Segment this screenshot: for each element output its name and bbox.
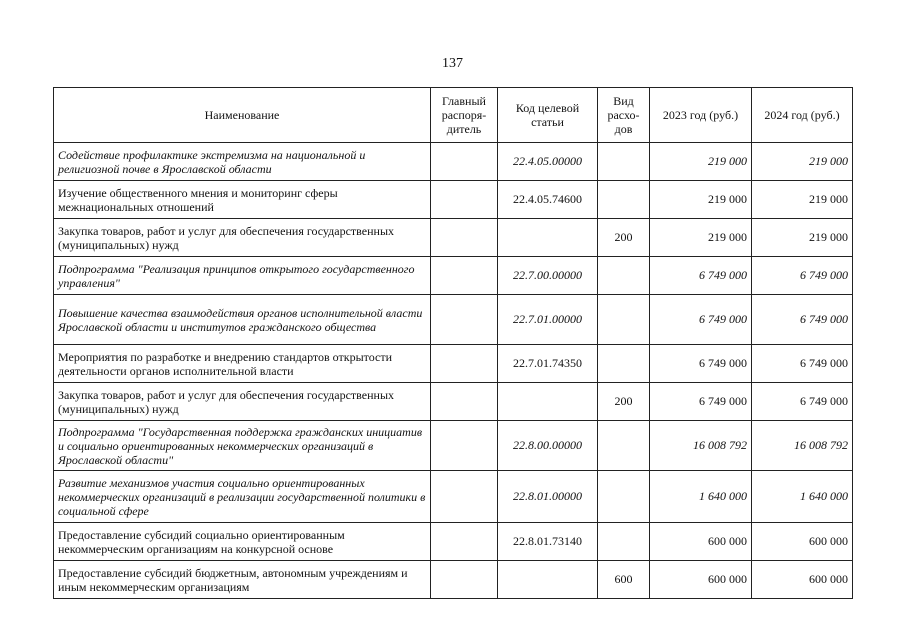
- table-row: [54, 143, 853, 181]
- cell-target-code: 22.7.01.00000: [498, 295, 598, 345]
- page-number: 137: [442, 56, 463, 71]
- cell-name: Развитие механизмов участия социально ориентированных некоммерческих организаций в реализации государственной политики в социальной сфере: [54, 471, 431, 523]
- cell-expense-type: [598, 345, 650, 383]
- cell-target-code: 22.4.05.74600: [498, 181, 598, 219]
- cell-2023: 6 749 000: [650, 295, 752, 345]
- cell-2024: 6 749 000: [752, 383, 853, 421]
- cell-2023: 219 000: [650, 143, 752, 181]
- cell-2024: 1 640 000: [752, 471, 853, 523]
- table-row: [54, 295, 853, 345]
- cell-name: Подпрограмма "Реализация принципов открытого государственного управления": [54, 257, 431, 295]
- cell-2024: 219 000: [752, 181, 853, 219]
- cell-main-manager: [431, 345, 498, 383]
- cell-target-code: 22.8.01.73140: [498, 523, 598, 561]
- cell-2024: 16 008 792: [752, 421, 853, 471]
- cell-name: Повышение качества взаимодействия органов исполнительной власти Ярославской области и институтов гражданского общества: [54, 295, 431, 345]
- budget-table: [53, 87, 853, 599]
- table-row: [54, 345, 853, 383]
- cell-name: Содействие профилактике экстремизма на национальной и религиозной почве в Ярославской области: [54, 143, 431, 181]
- cell-2024: 6 749 000: [752, 257, 853, 295]
- header-target-code: Код целевой статьи: [498, 88, 598, 143]
- cell-main-manager: [431, 219, 498, 257]
- cell-name: Закупка товаров, работ и услуг для обеспечения государственных (муниципальных) нужд: [54, 383, 431, 421]
- cell-2023: 6 749 000: [650, 345, 752, 383]
- cell-2024: 219 000: [752, 143, 853, 181]
- cell-expense-type: [598, 295, 650, 345]
- cell-2023: 600 000: [650, 561, 752, 599]
- cell-2024: 600 000: [752, 523, 853, 561]
- cell-main-manager: [431, 143, 498, 181]
- cell-expense-type: [598, 421, 650, 471]
- header-expense-type: Вид расхо-дов: [598, 88, 650, 143]
- table-row: [54, 523, 853, 561]
- cell-expense-type: [598, 257, 650, 295]
- cell-target-code: [498, 561, 598, 599]
- table-row: [54, 219, 853, 257]
- cell-name: Предоставление субсидий социально ориентированным некоммерческим организациям на конкурсной основе: [54, 523, 431, 561]
- cell-target-code: 22.8.01.00000: [498, 471, 598, 523]
- cell-target-code: 22.4.05.00000: [498, 143, 598, 181]
- table-row: [54, 421, 853, 471]
- cell-main-manager: [431, 295, 498, 345]
- cell-2024: 219 000: [752, 219, 853, 257]
- header-row: [54, 88, 853, 143]
- cell-2023: 6 749 000: [650, 257, 752, 295]
- cell-2024: 600 000: [752, 561, 853, 599]
- cell-name: Закупка товаров, работ и услуг для обеспечения государственных (муниципальных) нужд: [54, 219, 431, 257]
- header-name: Наименование: [54, 88, 431, 143]
- cell-2023: 16 008 792: [650, 421, 752, 471]
- cell-main-manager: [431, 471, 498, 523]
- cell-main-manager: [431, 383, 498, 421]
- cell-2024: 6 749 000: [752, 295, 853, 345]
- cell-main-manager: [431, 421, 498, 471]
- cell-main-manager: [431, 523, 498, 561]
- table-row: [54, 257, 853, 295]
- header-2023: 2023 год (руб.): [650, 88, 752, 143]
- cell-2023: 6 749 000: [650, 383, 752, 421]
- cell-expense-type: 200: [598, 383, 650, 421]
- header-2024: 2024 год (руб.): [752, 88, 853, 143]
- table-row: [54, 471, 853, 523]
- cell-expense-type: 200: [598, 219, 650, 257]
- cell-2024: 6 749 000: [752, 345, 853, 383]
- header-main-manager: Главный распоря-дитель: [431, 88, 498, 143]
- cell-target-code: [498, 219, 598, 257]
- cell-name: Мероприятия по разработке и внедрению стандартов открытости деятельности органов исполнительной власти: [54, 345, 431, 383]
- cell-target-code: 22.8.00.00000: [498, 421, 598, 471]
- cell-expense-type: 600: [598, 561, 650, 599]
- table-row: [54, 561, 853, 599]
- cell-main-manager: [431, 257, 498, 295]
- cell-expense-type: [598, 181, 650, 219]
- cell-main-manager: [431, 561, 498, 599]
- table-row: [54, 181, 853, 219]
- cell-2023: 219 000: [650, 181, 752, 219]
- cell-target-code: [498, 383, 598, 421]
- cell-target-code: 22.7.00.00000: [498, 257, 598, 295]
- cell-2023: 600 000: [650, 523, 752, 561]
- cell-expense-type: [598, 471, 650, 523]
- cell-2023: 1 640 000: [650, 471, 752, 523]
- cell-expense-type: [598, 523, 650, 561]
- cell-main-manager: [431, 181, 498, 219]
- cell-name: Предоставление субсидий бюджетным, автономным учреждениям и иным некоммерческим организациям: [54, 561, 431, 599]
- cell-target-code: 22.7.01.74350: [498, 345, 598, 383]
- cell-2023: 219 000: [650, 219, 752, 257]
- cell-name: Изучение общественного мнения и мониторинг сферы межнациональных отношений: [54, 181, 431, 219]
- cell-name: Подпрограмма "Государственная поддержка гражданских инициатив и социально ориентированных некоммерческих организаций в Ярославской области": [54, 421, 431, 471]
- table-row: [54, 383, 853, 421]
- cell-expense-type: [598, 143, 650, 181]
